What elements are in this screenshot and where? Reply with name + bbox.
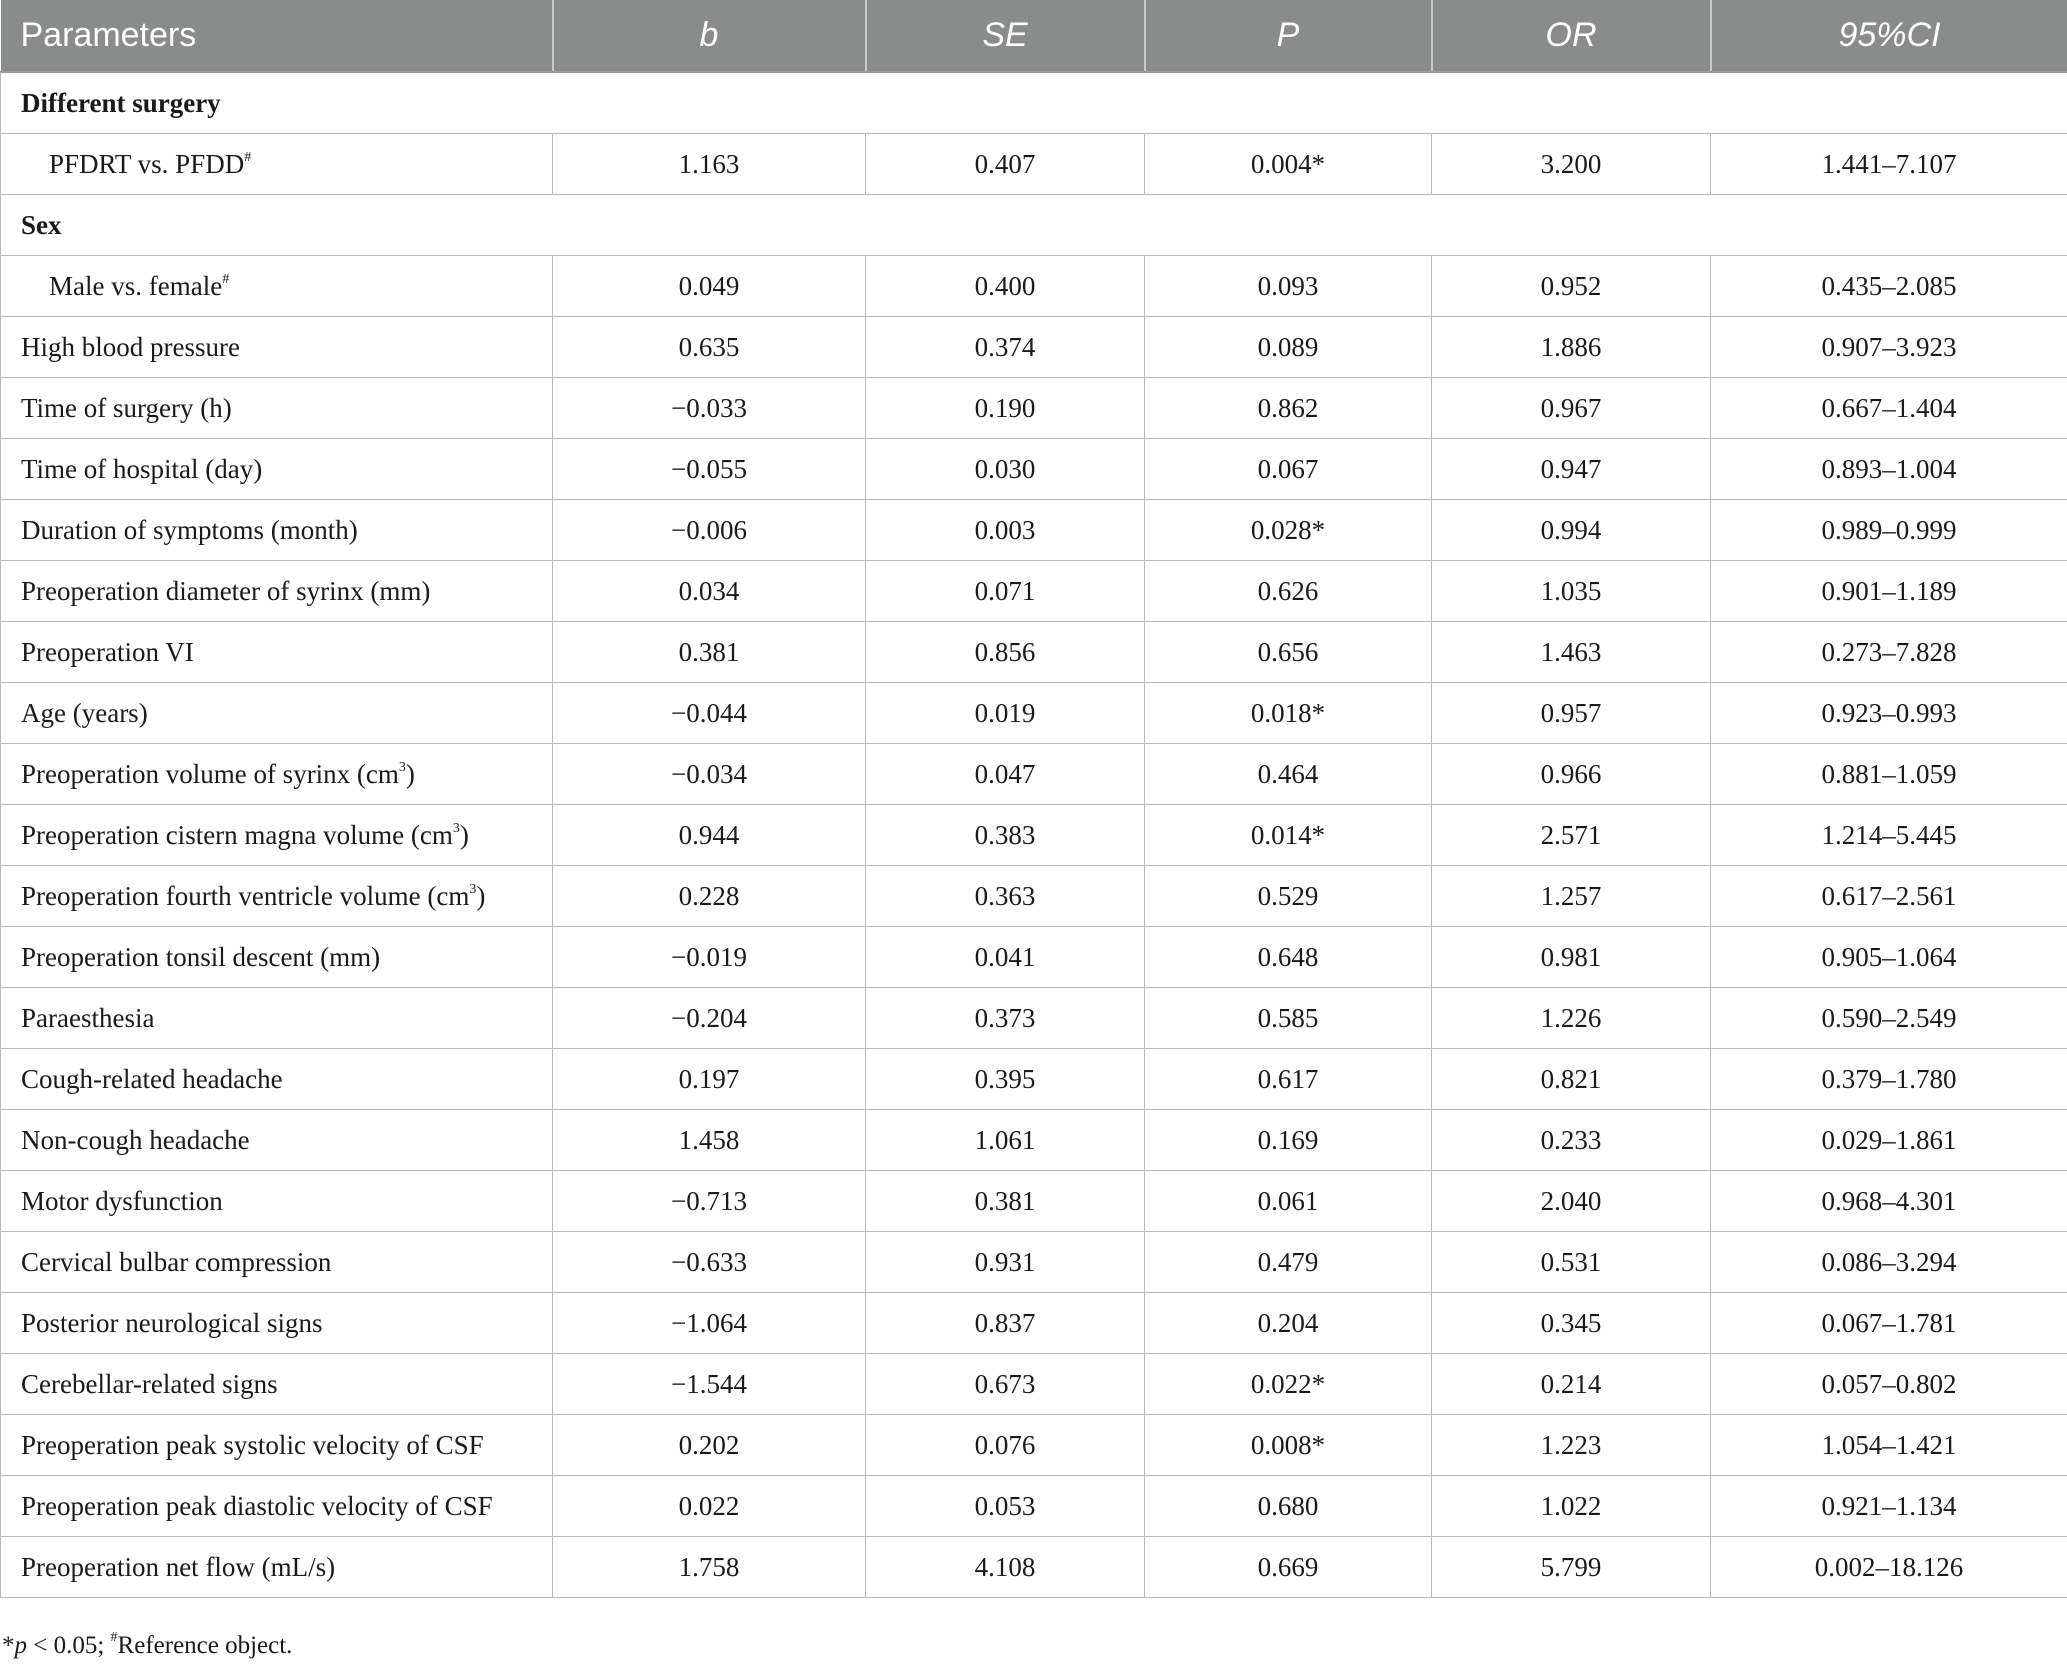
- cell-ci: 0.029–1.861: [1711, 1110, 2067, 1171]
- cell-ci: 0.893–1.004: [1711, 439, 2067, 500]
- row-label-text: Age (years): [21, 697, 148, 728]
- cell-se: 0.190: [866, 378, 1145, 439]
- cell-or: 0.345: [1432, 1293, 1711, 1354]
- row-label-text: Preoperation fourth ventricle volume (cm: [21, 880, 470, 911]
- row-label-text: Cough-related headache: [21, 1063, 283, 1094]
- row-label: [1, 500, 553, 561]
- row-label-text: Non-cough headache: [21, 1124, 250, 1155]
- row-label-text: Paraesthesia: [21, 1002, 155, 1033]
- cell-or: 1.886: [1432, 317, 1711, 378]
- cell-b: −0.033: [553, 378, 866, 439]
- row-label-text: Preoperation peak systolic velocity of CSF: [21, 1429, 484, 1460]
- row-label: [1, 1476, 553, 1537]
- cell-p: 0.479: [1145, 1232, 1432, 1293]
- cell-p: 0.008*: [1145, 1415, 1432, 1476]
- cell-p: 0.617: [1145, 1049, 1432, 1110]
- table-row: [1, 1171, 2067, 1232]
- cell-p: 0.089: [1145, 317, 1432, 378]
- row-label-tail: ): [476, 880, 486, 911]
- cell-ci: 0.907–3.923: [1711, 317, 2067, 378]
- cell-ci: 0.002–18.126: [1711, 1537, 2067, 1598]
- group-row-surgery: [1, 72, 2067, 134]
- cell-b: 1.758: [553, 1537, 866, 1598]
- cell-or: 5.799: [1432, 1537, 1711, 1598]
- cell-se: 0.030: [866, 439, 1145, 500]
- cell-or: 1.463: [1432, 622, 1711, 683]
- row-label: [1, 744, 553, 805]
- row-label-text: Preoperation cistern magna volume (cm: [21, 819, 453, 850]
- cell-ci: 0.667–1.404: [1711, 378, 2067, 439]
- cell-se: 0.041: [866, 927, 1145, 988]
- cell-se: 0.071: [866, 561, 1145, 622]
- cell-b: 1.163: [553, 134, 866, 195]
- row-label: [1, 439, 553, 500]
- table-row: [1, 1415, 2067, 1476]
- cell-ci: 0.901–1.189: [1711, 561, 2067, 622]
- cell-b: −0.055: [553, 439, 866, 500]
- cell-ci: 1.054–1.421: [1711, 1415, 2067, 1476]
- cell-or: 0.531: [1432, 1232, 1711, 1293]
- cell-b: 0.228: [553, 866, 866, 927]
- row-label-text: Preoperation net flow (mL/s): [21, 1551, 336, 1582]
- cell-ci: 0.273–7.828: [1711, 622, 2067, 683]
- cell-se: 0.363: [866, 866, 1145, 927]
- cell-ci: 0.881–1.059: [1711, 744, 2067, 805]
- cell-se: 0.381: [866, 1171, 1145, 1232]
- row-label-text: High blood pressure: [21, 331, 240, 362]
- cell-p: 0.204: [1145, 1293, 1432, 1354]
- cell-or: 0.952: [1432, 256, 1711, 317]
- cell-b: −0.633: [553, 1232, 866, 1293]
- cell-or: 0.821: [1432, 1049, 1711, 1110]
- header-b: b: [553, 0, 866, 72]
- cell-or: 2.040: [1432, 1171, 1711, 1232]
- row-label-text: Posterior neurological signs: [21, 1307, 323, 1338]
- cell-p: 0.464: [1145, 744, 1432, 805]
- cell-ci: 0.921–1.134: [1711, 1476, 2067, 1537]
- cell-p: 0.648: [1145, 927, 1432, 988]
- cell-p: 0.004*: [1145, 134, 1432, 195]
- table-row: [1, 988, 2067, 1049]
- row-label: [1, 622, 553, 683]
- cell-se: 0.931: [866, 1232, 1145, 1293]
- table-row: [1, 1476, 2067, 1537]
- cell-p: 0.669: [1145, 1537, 1432, 1598]
- row-label-text: Preoperation volume of syrinx (cm: [21, 758, 399, 789]
- header-ci: 95%CI: [1711, 0, 2067, 72]
- cell-se: 1.061: [866, 1110, 1145, 1171]
- row-label-text: Male vs. female: [49, 270, 223, 301]
- table-row: [1, 1049, 2067, 1110]
- header-p: P: [1145, 0, 1432, 72]
- cell-p: 0.862: [1145, 378, 1432, 439]
- cell-p: 0.656: [1145, 622, 1432, 683]
- footnote-ref-text: Reference object.: [117, 1632, 293, 1659]
- cell-se: 0.395: [866, 1049, 1145, 1110]
- row-label-text: Cervical bulbar compression: [21, 1246, 332, 1277]
- cell-se: 0.856: [866, 622, 1145, 683]
- footnote-p-text: < 0.05;: [27, 1632, 111, 1659]
- cell-b: 0.944: [553, 805, 866, 866]
- cell-or: 0.994: [1432, 500, 1711, 561]
- cell-or: 0.214: [1432, 1354, 1711, 1415]
- row-label: [1, 561, 553, 622]
- cell-b: −0.019: [553, 927, 866, 988]
- cell-or: 0.966: [1432, 744, 1711, 805]
- table-row: [1, 927, 2067, 988]
- cell-b: 0.381: [553, 622, 866, 683]
- cell-p: 0.626: [1145, 561, 1432, 622]
- cell-b: −0.713: [553, 1171, 866, 1232]
- table-row: [1, 439, 2067, 500]
- superscript: 3: [452, 820, 460, 836]
- cell-p: 0.022*: [1145, 1354, 1432, 1415]
- cell-ci: 0.590–2.549: [1711, 988, 2067, 1049]
- table-body: [1, 72, 2067, 1598]
- cell-se: 0.019: [866, 683, 1145, 744]
- cell-ci: 0.379–1.780: [1711, 1049, 2067, 1110]
- table-row: [1, 866, 2067, 927]
- cell-p: 0.014*: [1145, 805, 1432, 866]
- cell-or: 1.223: [1432, 1415, 1711, 1476]
- row-label: [1, 317, 553, 378]
- row-label: [1, 134, 553, 195]
- row-label: [1, 1171, 553, 1232]
- cell-ci: 0.435–2.085: [1711, 256, 2067, 317]
- cell-or: 1.226: [1432, 988, 1711, 1049]
- cell-se: 0.407: [866, 134, 1145, 195]
- cell-ci: 0.086–3.294: [1711, 1232, 2067, 1293]
- reference-marker: #: [244, 149, 252, 165]
- table-row: [1, 683, 2067, 744]
- header-se: SE: [866, 0, 1145, 72]
- row-label: [1, 1293, 553, 1354]
- table-row: [1, 1293, 2067, 1354]
- row-label: [1, 1049, 553, 1110]
- footnote-hash: #: [110, 1630, 118, 1645]
- cell-or: 0.967: [1432, 378, 1711, 439]
- header-parameters: Parameters: [1, 0, 553, 72]
- cell-p: 0.680: [1145, 1476, 1432, 1537]
- cell-p: 0.018*: [1145, 683, 1432, 744]
- table-row: [1, 1110, 2067, 1171]
- cell-or: 1.035: [1432, 561, 1711, 622]
- row-label: [1, 1232, 553, 1293]
- table-row: [1, 134, 2067, 195]
- cell-or: 1.022: [1432, 1476, 1711, 1537]
- cell-ci: 1.441–7.107: [1711, 134, 2067, 195]
- row-label-tail: ): [459, 819, 469, 850]
- cell-ci: 0.057–0.802: [1711, 1354, 2067, 1415]
- header-or: OR: [1432, 0, 1711, 72]
- table-header: [1, 0, 2067, 72]
- table-row: [1, 744, 2067, 805]
- cell-b: −0.204: [553, 988, 866, 1049]
- cell-p: 0.061: [1145, 1171, 1432, 1232]
- row-label: [1, 378, 553, 439]
- table-row: [1, 500, 2067, 561]
- cell-p: 0.028*: [1145, 500, 1432, 561]
- table-row: [1, 1232, 2067, 1293]
- group-label-sex: Sex: [1, 195, 2067, 256]
- cell-or: 0.233: [1432, 1110, 1711, 1171]
- row-label-text: Preoperation diameter of syrinx (mm): [21, 575, 431, 606]
- cell-b: −1.544: [553, 1354, 866, 1415]
- cell-ci: 0.968–4.301: [1711, 1171, 2067, 1232]
- footnote-p-italic: p: [14, 1632, 27, 1659]
- row-label-text: Motor dysfunction: [21, 1185, 223, 1216]
- cell-ci: 1.214–5.445: [1711, 805, 2067, 866]
- cell-ci: 0.989–0.999: [1711, 500, 2067, 561]
- row-label-text: Cerebellar-related signs: [21, 1368, 278, 1399]
- table-row: [1, 256, 2067, 317]
- row-label: [1, 683, 553, 744]
- cell-b: 0.022: [553, 1476, 866, 1537]
- row-label-text: Duration of symptoms (month): [21, 514, 358, 545]
- row-label: [1, 1354, 553, 1415]
- cell-b: −0.006: [553, 500, 866, 561]
- cell-ci: 0.067–1.781: [1711, 1293, 2067, 1354]
- cell-b: 1.458: [553, 1110, 866, 1171]
- table-row: [1, 561, 2067, 622]
- row-label-text: Time of hospital (day): [21, 453, 263, 484]
- row-label: [1, 1537, 553, 1598]
- cell-b: −1.064: [553, 1293, 866, 1354]
- cell-or: 0.957: [1432, 683, 1711, 744]
- table-row: [1, 1354, 2067, 1415]
- row-label-text: Preoperation VI: [21, 636, 194, 667]
- row-label: [1, 256, 553, 317]
- cell-se: 0.837: [866, 1293, 1145, 1354]
- cell-p: 0.169: [1145, 1110, 1432, 1171]
- row-label: [1, 1415, 553, 1476]
- row-label-text: Time of surgery (h): [21, 392, 232, 423]
- table-row: [1, 1537, 2067, 1598]
- cell-se: 4.108: [866, 1537, 1145, 1598]
- table-row: [1, 622, 2067, 683]
- cell-ci: 0.923–0.993: [1711, 683, 2067, 744]
- cell-se: 0.003: [866, 500, 1145, 561]
- superscript: 3: [469, 881, 477, 897]
- cell-b: 0.034: [553, 561, 866, 622]
- table-row: [1, 317, 2067, 378]
- cell-or: 1.257: [1432, 866, 1711, 927]
- row-label: [1, 805, 553, 866]
- footnote-star: *: [2, 1632, 15, 1659]
- row-label: [1, 988, 553, 1049]
- cell-se: 0.373: [866, 988, 1145, 1049]
- table-row: [1, 805, 2067, 866]
- table-row: [1, 378, 2067, 439]
- cell-se: 0.400: [866, 256, 1145, 317]
- cell-se: 0.076: [866, 1415, 1145, 1476]
- cell-b: −0.044: [553, 683, 866, 744]
- cell-b: 0.197: [553, 1049, 866, 1110]
- cell-b: 0.635: [553, 317, 866, 378]
- cell-se: 0.053: [866, 1476, 1145, 1537]
- cell-or: 3.200: [1432, 134, 1711, 195]
- table-footnote: [2, 1632, 292, 1660]
- row-label-text: PFDRT vs. PFDD: [49, 148, 245, 179]
- header-row: [1, 0, 2067, 72]
- row-label: [1, 927, 553, 988]
- cell-b: −0.034: [553, 744, 866, 805]
- cell-se: 0.673: [866, 1354, 1145, 1415]
- superscript: 3: [398, 759, 406, 775]
- row-label: [1, 866, 553, 927]
- row-label: [1, 1110, 553, 1171]
- cell-p: 0.585: [1145, 988, 1432, 1049]
- cell-ci: 0.617–2.561: [1711, 866, 2067, 927]
- group-label-surgery: Different surgery: [1, 72, 2067, 134]
- cell-p: 0.067: [1145, 439, 1432, 500]
- cell-or: 2.571: [1432, 805, 1711, 866]
- cell-p: 0.093: [1145, 256, 1432, 317]
- cell-se: 0.383: [866, 805, 1145, 866]
- cell-se: 0.374: [866, 317, 1145, 378]
- cell-or: 0.981: [1432, 927, 1711, 988]
- cell-b: 0.202: [553, 1415, 866, 1476]
- row-label-tail: ): [405, 758, 415, 789]
- cell-ci: 0.905–1.064: [1711, 927, 2067, 988]
- cell-p: 0.529: [1145, 866, 1432, 927]
- cell-or: 0.947: [1432, 439, 1711, 500]
- reference-marker: #: [222, 271, 230, 287]
- group-row-sex: [1, 195, 2067, 256]
- cell-b: 0.049: [553, 256, 866, 317]
- row-label-text: Preoperation tonsil descent (mm): [21, 941, 381, 972]
- cell-se: 0.047: [866, 744, 1145, 805]
- row-label-text: Preoperation peak diastolic velocity of CSF: [21, 1490, 493, 1521]
